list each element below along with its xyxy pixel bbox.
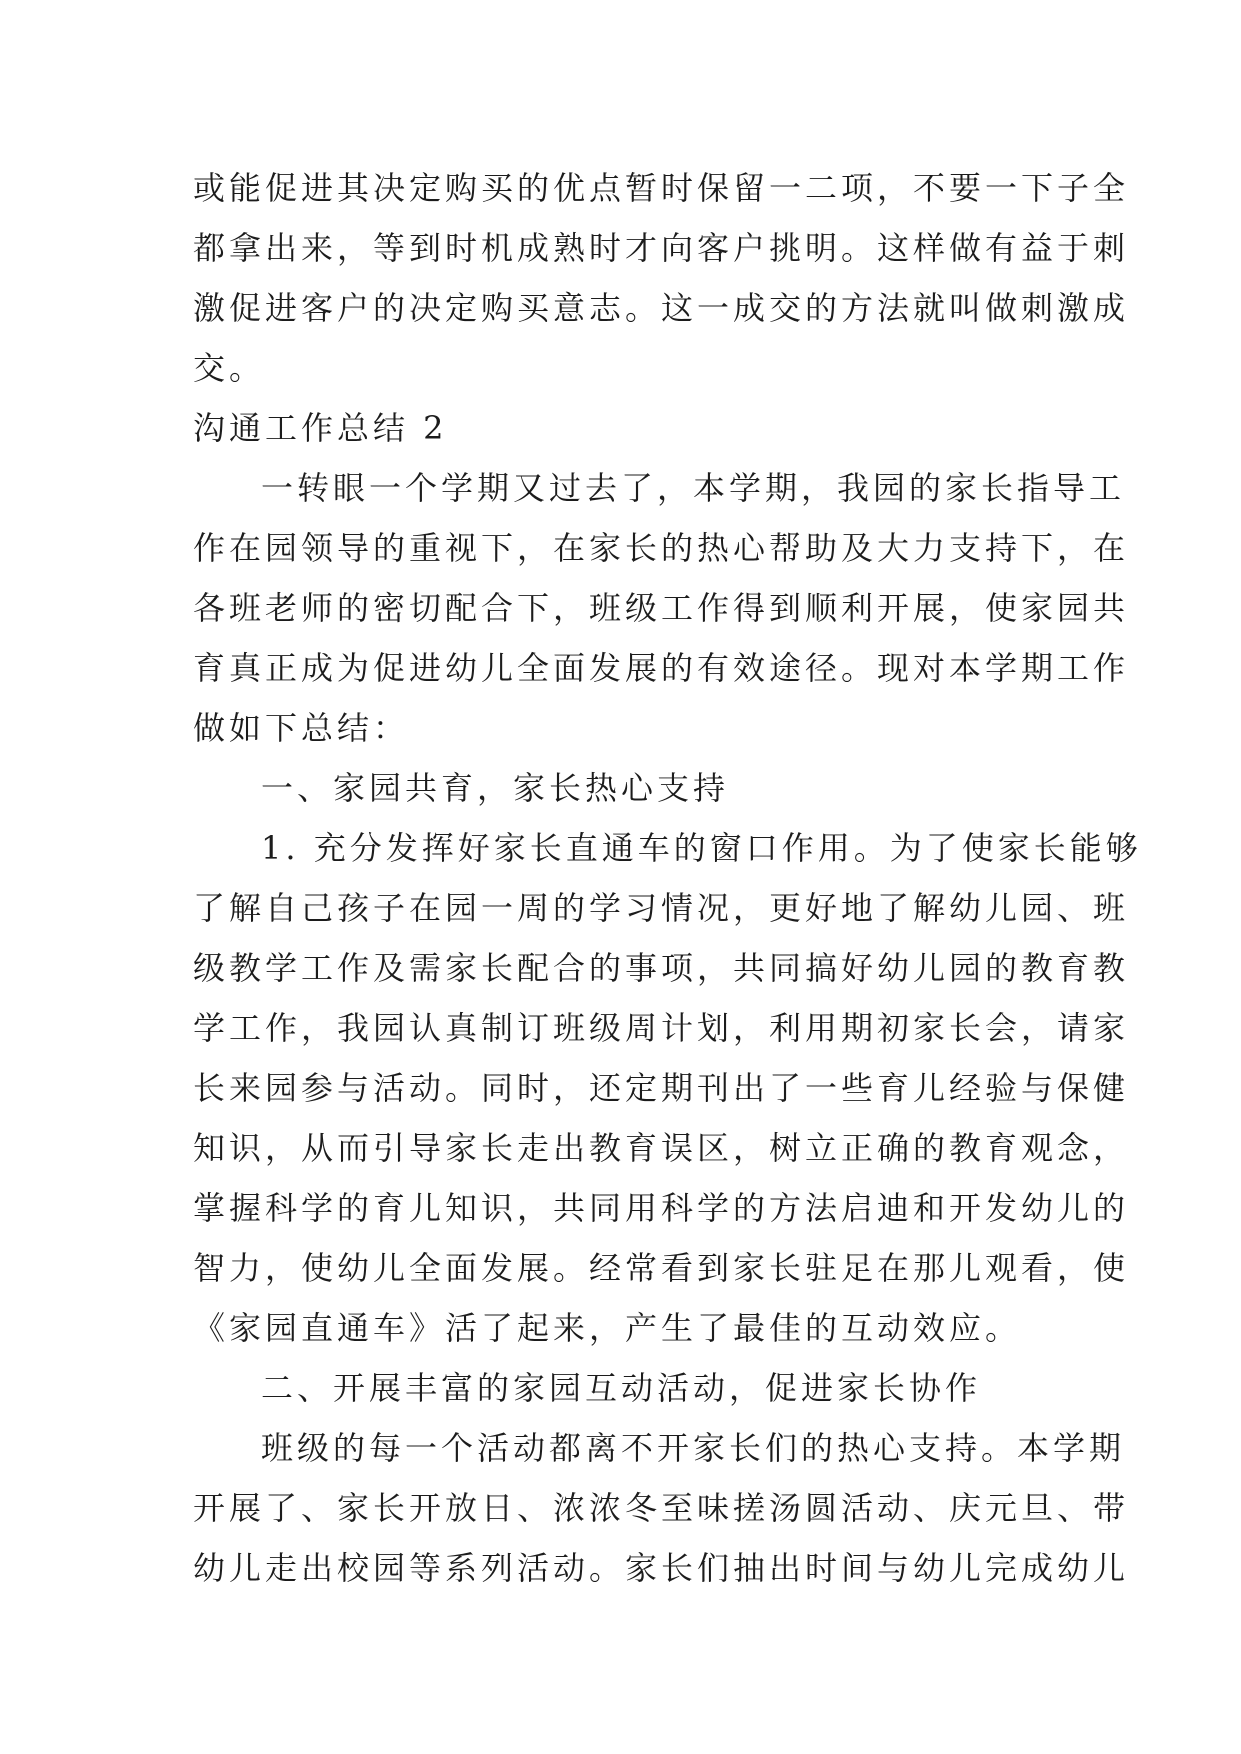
text-line: 激促进客户的决定购买意志。这一成交的方法就叫做刺激成 [193, 289, 1130, 327]
text-line: 育真正成为促进幼儿全面发展的有效途径。现对本学期工作 [193, 649, 1130, 687]
text-line: 长来园参与活动。同时，还定期刊出了一些育儿经验与保健 [193, 1069, 1130, 1107]
text-line: 《家园直通车》活了起来，产生了最佳的互动效应。 [193, 1309, 1022, 1347]
text-line: 级教学工作及需家长配合的事项，共同搞好幼儿园的教育教 [193, 949, 1130, 987]
text-line: 1. 充分发挥好家长直通车的窗口作用。为了使家长能够 [261, 829, 1142, 867]
text-line: 知识，从而引导家长走出教育误区，树立正确的教育观念， [193, 1129, 1130, 1167]
text-line: 开展了、家长开放日、浓浓冬至味搓汤圆活动、庆元旦、带 [193, 1489, 1130, 1527]
text-line: 一转眼一个学期又过去了，本学期，我园的家长指导工 [261, 469, 1126, 507]
text-line: 掌握科学的育儿知识，共同用科学的方法启迪和开发幼儿的 [193, 1189, 1130, 1227]
text-line: 交。 [193, 349, 266, 387]
text-line: 智力，使幼儿全面发展。经常看到家长驻足在那儿观看，使 [193, 1249, 1130, 1287]
text-line: 各班老师的密切配合下，班级工作得到顺利开展，使家园共 [193, 589, 1130, 627]
text-line: 作在园领导的重视下，在家长的热心帮助及大力支持下，在 [193, 529, 1130, 567]
body-text [193, 158, 1142, 1598]
text-line: 班级的每一个活动都离不开家长们的热心支持。本学期 [261, 1429, 1126, 1467]
section-heading: 沟通工作总结 2 [193, 409, 448, 447]
text-line: 做如下总结： [193, 709, 410, 747]
text-line: 学工作，我园认真制订班级周计划，利用期初家长会，请家 [193, 1009, 1130, 1047]
text-line: 幼儿走出校园等系列活动。家长们抽出时间与幼儿完成幼儿 [193, 1549, 1130, 1587]
text-line: 或能促进其决定购买的优点暂时保留一二项，不要一下子全 [193, 169, 1130, 207]
subsection-heading: 一、家园共育，家长热心支持 [261, 769, 730, 807]
subsection-heading: 二、开展丰富的家园互动活动，促进家长协作 [261, 1369, 982, 1407]
text-line: 都拿出来，等到时机成熟时才向客户挑明。这样做有益于刺 [193, 229, 1130, 267]
text-line: 了解自己孩子在园一周的学习情况，更好地了解幼儿园、班 [193, 889, 1130, 927]
